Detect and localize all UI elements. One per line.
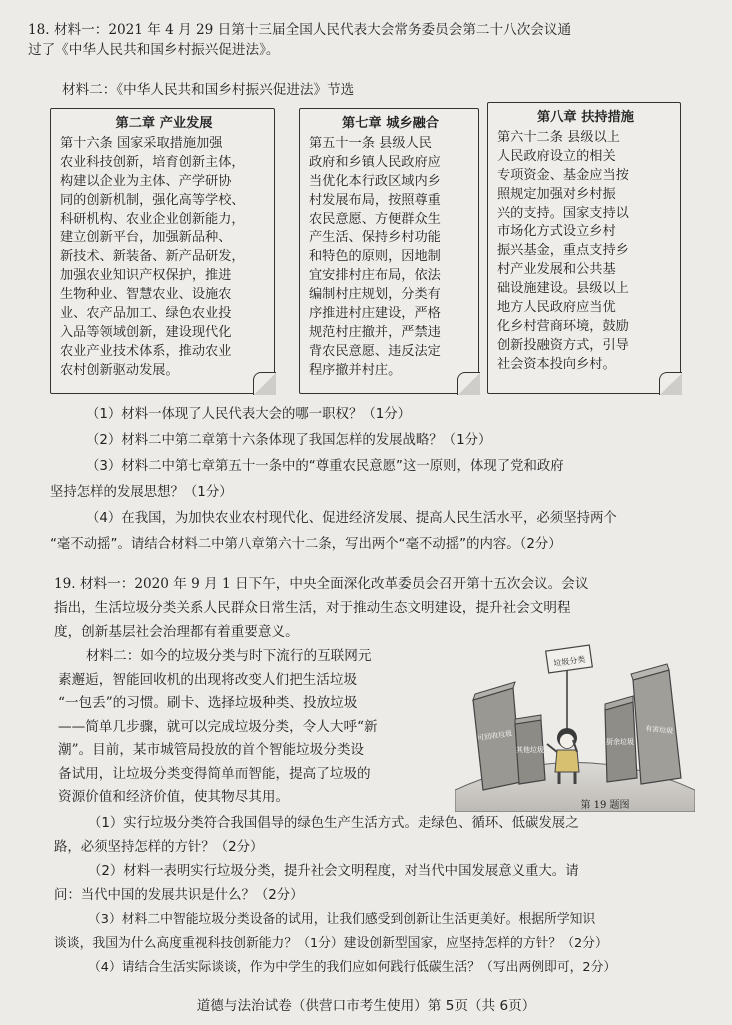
question-line: （2）材料二中第二章第十六条体现了我国怎样的发展战略？（1分）	[86, 433, 492, 448]
law-card-chapter7	[299, 108, 479, 394]
q18-intro-line: 过了《中华人民共和国乡村振兴促进法》。	[28, 42, 280, 58]
hazardous-bin-icon	[631, 664, 681, 784]
q18-intro-line: 18. 材料一：2021 年 4 月 29 日第十三届全国人民代表大会常务委员会第二十八次会议通	[28, 22, 572, 38]
question-line: “毫不动摇”。请结合材料二中第八章第六十二条，写出两个“毫不动摇”的内容。（2分）	[50, 537, 562, 552]
kitchen-waste-bin-icon	[605, 696, 637, 782]
card-title: 第七章 城乡融合	[342, 116, 439, 131]
recyclable-bin-icon	[473, 682, 521, 790]
q18-intro	[28, 20, 571, 60]
card-line: 程序撤并村庄。	[309, 362, 402, 378]
question-line: （1）实行垃圾分类符合我国倡导的绿色生产生活方式。走绿色、循环、低碳发展之	[88, 816, 579, 831]
card-line: 村发展布局，按照尊重	[309, 192, 441, 208]
card-line: 创新投融资方式，引导	[497, 337, 629, 353]
material2-line: 资源价值和经济价值，使其物尽其用。	[58, 789, 290, 805]
material2-line: 潮”。目前，某市城管局投放的首个智能垃圾分类设	[58, 742, 365, 758]
q18-questions	[50, 402, 617, 558]
card-line: 构建以企业为主体、产学研协	[60, 173, 232, 189]
q19-intro	[54, 572, 588, 644]
garbage-sorting-illustration	[455, 640, 695, 812]
question-line: （2）材料一表明实行垃圾分类，提升社会文明程度，对当代中国发展意义重大。请	[88, 864, 579, 879]
law-card-chapter2	[50, 108, 275, 394]
bin-label: 有害垃圾	[644, 725, 674, 736]
q19-intro-line: 19. 材料一：2020 年 9 月 1 日下午，中央全面深化改革委员会召开第十五次会议。会议	[54, 576, 589, 592]
card-line: 第六十二条 县级以上	[497, 129, 620, 145]
card-line: 地方人民政府应当优	[497, 300, 616, 316]
card-line: 社会资本投向乡村。	[497, 356, 616, 372]
card-line: 编制村庄规划，分类有	[309, 287, 441, 303]
card-line: 同的创新机制，强化高等学校、	[60, 192, 245, 208]
card-line: 第十六条 国家采取措施加强	[60, 135, 223, 151]
card-line: 政府和乡镇人民政府应	[309, 154, 441, 170]
question-line: （3）材料二中智能垃圾分类设备的试用，让我们感受到创新让生活更美好。根据所学知识	[88, 912, 596, 927]
q19-questions	[54, 812, 616, 980]
material2-line: ——简单几步骤，就可以完成垃圾分类，令人大呼“新	[58, 718, 378, 735]
card-line: 规范村庄撤并，严禁违	[309, 324, 441, 340]
card-line: 科研机构、农业企业创新能力，	[60, 211, 245, 227]
card-line: 背农民意愿、违反法定	[309, 343, 441, 359]
card-title: 第二章 产业发展	[115, 116, 213, 131]
card-line: 农民意愿、方便群众生	[309, 211, 441, 227]
card-line: 照规定加强对乡村振	[497, 186, 616, 202]
card-line: 第五十一条 县级人民	[309, 135, 432, 151]
card-line: 农业科技创新，培育创新主体，	[60, 154, 245, 170]
card-line: 加强农业知识产权保护，推进	[60, 268, 232, 284]
question-line: （1）材料一体现了人民代表大会的哪一职权？（1分）	[86, 407, 412, 422]
bin-label: 其他垃圾	[516, 747, 544, 754]
card-line: 宜安排村庄布局，依法	[309, 268, 441, 284]
card-line: 和特色的原则，因地制	[309, 249, 441, 265]
card-line: 农村创新驱动发展。	[60, 362, 179, 378]
card-line: 新技术、新装备、新产品研发，	[60, 249, 245, 265]
figure-caption: 第 19 题图	[580, 800, 630, 811]
card-line: 专项资金、基金应当按	[497, 167, 629, 183]
sign-label: 垃圾分类	[552, 654, 586, 669]
question-line: （4）在我国，为加快农业农村现代化、促进经济发展、提高人民生活水平，必须坚持两个	[86, 511, 617, 526]
question-line: 问：当代中国的发展共识是什么？（2分）	[54, 888, 304, 903]
card-line: 振兴基金，重点支持乡	[497, 243, 629, 259]
other-waste-bin-icon	[515, 715, 545, 784]
question-line: 坚持怎样的发展思想？（1分）	[50, 485, 233, 500]
question-line: （3）材料二中第七章第五十一条中的“尊重农民意愿”这一原则，体现了党和政府	[86, 459, 564, 474]
bin-label: 厨余垃圾	[606, 739, 634, 746]
card-line: 入品等领域创新，建设现代化	[60, 324, 232, 340]
card-line: 当优化本行政区域内乡	[309, 173, 441, 189]
material2-line: 素邂逅，智能回收机的出现将改变人们把生活垃圾	[58, 671, 358, 688]
card-title: 第八章 扶持措施	[537, 110, 634, 125]
page-fold-icon	[253, 372, 276, 395]
card-line: 序推进村庄建设，严格	[309, 306, 441, 322]
card-line: 业、农产品加工、绿色农业投	[60, 306, 232, 322]
sign-icon	[546, 645, 593, 740]
card-line: 人民政府设立的相关	[497, 148, 616, 164]
q19-material2	[58, 645, 378, 810]
page-footer: 道德与法治试卷（供营口市考生使用）第 5页（共 6页）	[196, 998, 536, 1014]
law-card-chapter8	[487, 102, 681, 394]
question-line: 路，必须坚持怎样的方针？（2分）	[54, 840, 264, 855]
q19-intro-line: 度，创新基层社会治理都有着重要意义。	[54, 624, 299, 640]
question-line: 谈谈，我国为什么高度重视科技创新能力？（1分）建设创新型国家，应坚持怎样的方针？（2分）	[54, 936, 608, 951]
card-line: 村产业发展和公共基	[497, 262, 616, 278]
page-fold-icon	[457, 372, 480, 395]
material2-line: “一包丢”的习惯。刷卡、选择垃圾种类、投放垃圾	[58, 695, 358, 711]
card-line: 建立创新平台，加强新品种、	[60, 230, 232, 246]
card-line: 市场化方式设立乡村	[497, 224, 616, 240]
card-line: 生物种业、智慧农业、设施农	[60, 287, 232, 303]
question-line: （4）请结合生活实际谈谈，作为中学生的我们应如何践行低碳生活？（写出两例即可，2分）	[88, 960, 617, 975]
card-line: 础设施建设。县级以上	[497, 281, 629, 297]
q19-intro-line: 指出，生活垃圾分类关系人民群众日常生活，对于推动生态文明建设，提升社会文明程	[54, 600, 571, 616]
bin-label: 可回收垃圾	[476, 730, 513, 743]
material2-line: 备试用，让垃圾分类变得简单而智能，提高了垃圾的	[58, 765, 371, 782]
card-line: 化乡村营商环境，鼓励	[497, 318, 629, 334]
material2-line: 材料二：如今的垃圾分类与时下流行的互联网元	[86, 648, 372, 664]
card-line: 农业产业技术体系，推动农业	[60, 343, 232, 359]
card-line: 兴的支持。国家支持以	[497, 205, 629, 221]
q18-material2-heading: 材料二：《中华人民共和国乡村振兴促进法》节选	[62, 82, 355, 98]
card-line: 产生活、保持乡村功能	[309, 230, 441, 246]
page-fold-icon	[659, 372, 682, 395]
